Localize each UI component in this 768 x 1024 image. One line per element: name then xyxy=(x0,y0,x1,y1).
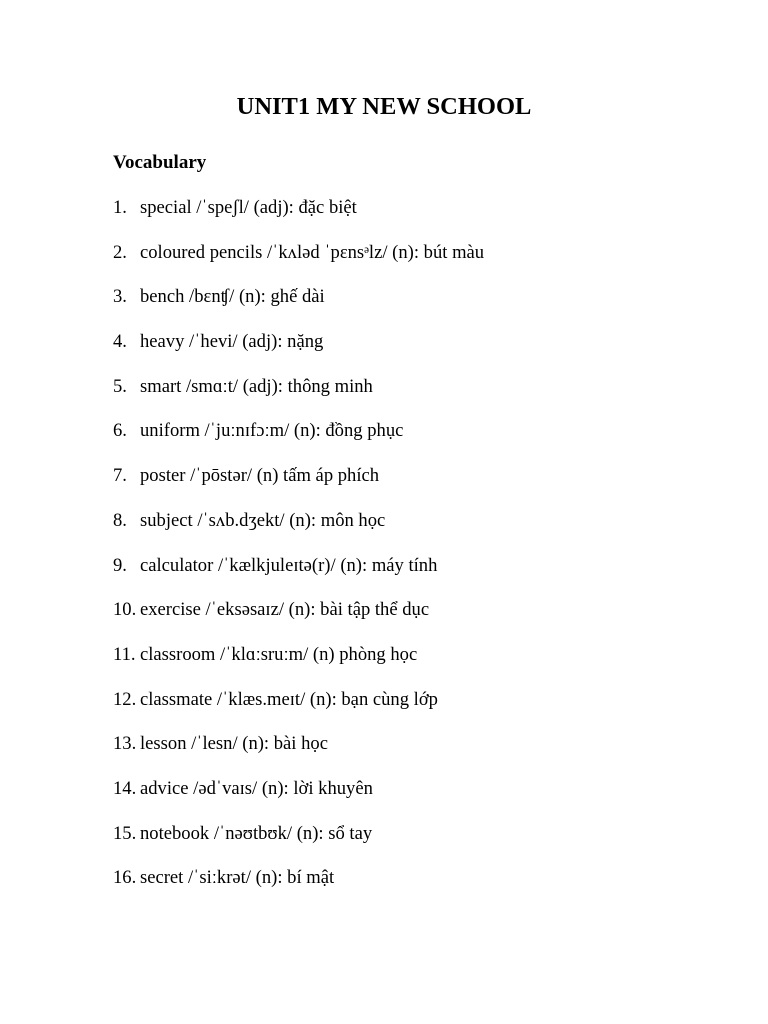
item-text: classroom /ˈklɑːsruːm/ (n) phòng học xyxy=(140,643,418,665)
item-text: exercise /ˈeksəsaɪz/ (n): bài tập thể dục xyxy=(140,599,430,621)
vocabulary-item xyxy=(113,242,484,287)
vocabulary-item xyxy=(113,689,484,734)
item-number: 11. xyxy=(113,643,136,665)
vocabulary-item xyxy=(113,286,484,331)
vocabulary-item xyxy=(113,420,484,465)
vocabulary-item xyxy=(113,197,484,242)
vocabulary-list xyxy=(113,197,484,912)
item-number: 1. xyxy=(113,197,127,218)
item-number: 15. xyxy=(113,822,137,844)
vocabulary-item xyxy=(113,823,484,868)
item-text: bench /bɛnʧ/ (n): ghế dài xyxy=(140,286,325,308)
vocabulary-item xyxy=(113,733,484,778)
item-text: notebook /ˈnəʊtbʊk/ (n): sổ tay xyxy=(140,822,373,844)
item-text: calculator /ˈkælkjuleɪtə(r)/ (n): máy tính xyxy=(140,554,438,576)
item-number: 8. xyxy=(113,509,127,531)
vocabulary-item xyxy=(113,510,484,555)
item-number: 16. xyxy=(113,867,137,889)
item-text: smart /smɑːt/ (adj): thông minh xyxy=(140,375,373,397)
vocabulary-item xyxy=(113,331,484,376)
item-number: 7. xyxy=(113,465,127,487)
vocabulary-item xyxy=(113,555,484,600)
item-number: 12. xyxy=(113,688,137,710)
item-text: lesson /ˈlesn/ (n): bài học xyxy=(140,733,328,755)
item-number: 10. xyxy=(113,599,137,621)
item-text: poster /ˈpōstər/ (n) tấm áp phích xyxy=(140,465,380,487)
item-number: 3. xyxy=(113,286,127,308)
item-number: 14. xyxy=(113,777,137,799)
item-number: 2. xyxy=(113,241,127,263)
section-heading: Vocabulary xyxy=(113,152,207,173)
item-text: uniform /ˈjuːnɪfɔːm/ (n): đồng phục xyxy=(140,420,404,442)
item-number: 4. xyxy=(113,331,127,353)
page-title: UNIT1 MY NEW SCHOOL xyxy=(236,93,532,120)
item-text: advice /ədˈvaɪs/ (n): lời khuyên xyxy=(140,777,373,799)
vocabulary-item xyxy=(113,644,484,689)
item-text: subject /ˈsʌb.dʒekt/ (n): môn học xyxy=(140,509,386,531)
item-text: coloured pencils /ˈkʌləd ˈpɛnsᵊlz/ (n): bút màu xyxy=(140,241,485,263)
item-number: 9. xyxy=(113,554,127,576)
item-text: heavy /ˈhevi/ (adj): nặng xyxy=(140,331,324,353)
item-number: 6. xyxy=(113,420,127,442)
item-text: classmate /ˈklæs.meɪt/ (n): bạn cùng lớp xyxy=(140,688,438,710)
item-number: 5. xyxy=(113,375,127,397)
vocabulary-item xyxy=(113,867,484,912)
vocabulary-item xyxy=(113,465,484,510)
vocabulary-item xyxy=(113,599,484,644)
item-text: special /ˈspeʃl/ (adj): đặc biệt xyxy=(140,197,357,218)
item-text: secret /ˈsiːkrət/ (n): bí mật xyxy=(140,867,335,889)
vocabulary-item xyxy=(113,778,484,823)
vocabulary-item xyxy=(113,376,484,421)
item-number: 13. xyxy=(113,733,137,755)
